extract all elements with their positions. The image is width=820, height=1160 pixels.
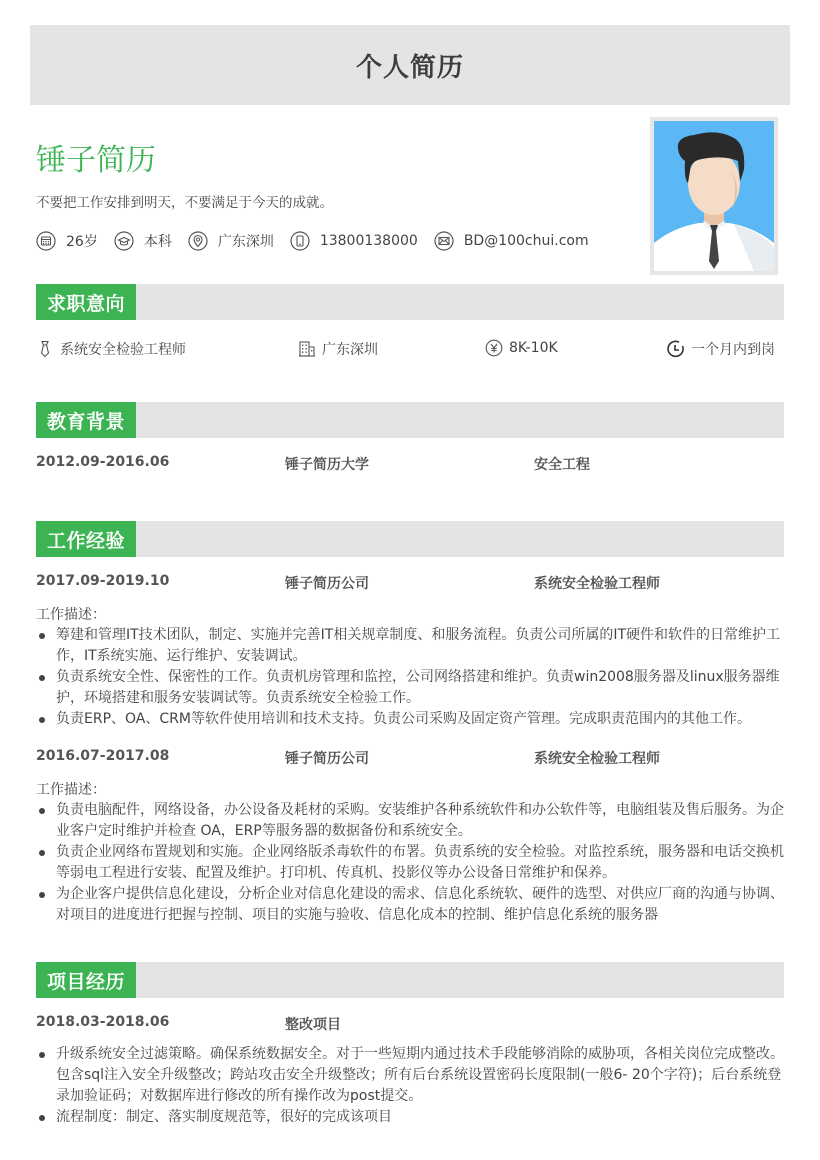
info-education bbox=[114, 231, 172, 251]
page-title: 个人简历 bbox=[355, 52, 464, 83]
section-header-intent bbox=[36, 284, 784, 320]
education-school: 锤子简历大学 bbox=[285, 457, 369, 473]
work-position: 系统安全检验工程师 bbox=[534, 751, 660, 767]
phone-icon bbox=[290, 231, 310, 251]
work-entry-2-header bbox=[36, 748, 784, 768]
list-item: 负责系统安全性、保密性的工作。负责机房管理和监控，公司网络搭建和维护。负责win2008服务器及linux服务器维护，环境搭建和服务安装调试等。负责系统安全检验工作。 bbox=[36, 667, 786, 709]
work-company: 锤子简历公司 bbox=[285, 576, 369, 592]
education-period: 2012.09-2016.06 bbox=[36, 454, 170, 470]
calendar-icon bbox=[36, 231, 56, 251]
section-header-education bbox=[36, 402, 784, 438]
intent-salary-text: 8K-10K bbox=[509, 340, 558, 356]
work-entry-1-bullets bbox=[36, 625, 786, 730]
intent-city bbox=[298, 339, 378, 359]
avatar-photo bbox=[650, 117, 778, 275]
project-entry-header bbox=[36, 1014, 784, 1034]
intent-city-text: 广东深圳 bbox=[322, 342, 378, 358]
yen-icon bbox=[485, 339, 503, 357]
section-header-projects bbox=[36, 962, 784, 998]
info-age bbox=[36, 231, 98, 251]
info-education-text: 本科 bbox=[143, 234, 172, 250]
clock-icon bbox=[667, 340, 685, 358]
intent-position-text: 系统安全检验工程师 bbox=[60, 342, 186, 358]
personal-info-row bbox=[36, 231, 605, 251]
work-company: 锤子简历公司 bbox=[285, 751, 369, 767]
info-phone-text: 13800138000 bbox=[319, 233, 418, 249]
intent-availability-text: 一个月内到岗 bbox=[691, 342, 775, 358]
intent-position bbox=[36, 339, 186, 359]
section-title-intent: 求职意向 bbox=[36, 284, 136, 320]
work-position: 系统安全检验工程师 bbox=[534, 576, 660, 592]
work-period: 2017.09-2019.10 bbox=[36, 573, 170, 589]
motto: 不要把工作安排到明天，不要满足于今天的成就。 bbox=[36, 195, 333, 211]
candidate-name: 锤子简历 bbox=[36, 143, 156, 178]
info-age-text: 26岁 bbox=[66, 234, 98, 250]
work-desc-label: 工作描述： bbox=[36, 782, 106, 798]
list-item: 负责电脑配件，网络设备，办公设备及耗材的采购。安装维护各种系统软件和办公软件等，电脑组装及售后服务。为企业客户定时维护并检查 OA，ERP等服务器的数据备份和系统安全。 bbox=[36, 800, 786, 842]
list-item: 筹建和管理IT技术团队，制定、实施并完善IT相关规章制度、和服务流程。负责公司所属的IT硬件和软件的日常维护工作，IT系统实施、运行维护、安装调试。 bbox=[36, 625, 786, 667]
job-intent-row bbox=[36, 339, 784, 361]
work-entry-1-header bbox=[36, 573, 784, 593]
education-entry bbox=[36, 454, 784, 474]
work-entry-2-bullets bbox=[36, 800, 786, 926]
avatar-illustration bbox=[654, 121, 774, 271]
intent-salary bbox=[485, 339, 558, 357]
mail-icon bbox=[434, 231, 454, 251]
info-location-text: 广东深圳 bbox=[217, 234, 274, 250]
info-location bbox=[188, 231, 274, 251]
info-email bbox=[434, 231, 589, 251]
list-item: 流程制度：制定、落实制度规范等，很好的完成该项目 bbox=[36, 1107, 786, 1128]
intent-availability bbox=[667, 339, 775, 359]
project-name: 整改项目 bbox=[285, 1017, 341, 1033]
graduation-cap-icon bbox=[114, 231, 134, 251]
section-title-education: 教育背景 bbox=[36, 402, 136, 438]
tie-icon bbox=[36, 340, 54, 358]
project-period: 2018.03-2018.06 bbox=[36, 1014, 170, 1030]
section-title-projects: 项目经历 bbox=[36, 962, 136, 998]
info-phone bbox=[290, 231, 418, 251]
section-header-work bbox=[36, 521, 784, 557]
project-bullets bbox=[36, 1044, 786, 1128]
list-item: 升级系统安全过滤策略。确保系统数据安全。对于一些短期内通过技术手段能够消除的威胁项，各相关岗位完成整改。包含sql注入安全升级整改；跨站攻击安全升级整改；所有后台系统设置密码长度限制(一般6- 20个字符)；后台系统登录加验证码；对数据库进行修改的所有操作改为post提交。 bbox=[36, 1044, 786, 1107]
page-title-banner bbox=[30, 25, 790, 105]
section-title-work: 工作经验 bbox=[36, 521, 136, 557]
list-item: 负责企业网络布置规划和实施。企业网络版杀毒软件的布署。负责系统的安全检验。对监控系统，服务器和电话交换机等弱电工程进行安装、配置及维护。打印机、传真机、投影仪等办公设备日常维护和保养。 bbox=[36, 842, 786, 884]
work-desc-label: 工作描述： bbox=[36, 607, 106, 623]
location-pin-icon bbox=[188, 231, 208, 251]
info-email-text: BD@100chui.com bbox=[463, 233, 589, 249]
list-item: 负责ERP、OA、CRM等软件使用培训和技术支持。负责公司采购及固定资产管理。完成职责范围内的其他工作。 bbox=[36, 709, 786, 730]
building-icon bbox=[298, 340, 316, 358]
list-item: 为企业客户提供信息化建设，分析企业对信息化建设的需求、信息化系统软、硬件的选型、对供应厂商的沟通与协调、对项目的进度进行把握与控制、项目的实施与验收、信息化成本的控制、维护信息化系统的服务器 bbox=[36, 884, 786, 926]
education-major: 安全工程 bbox=[534, 457, 590, 473]
work-period: 2016.07-2017.08 bbox=[36, 748, 170, 764]
